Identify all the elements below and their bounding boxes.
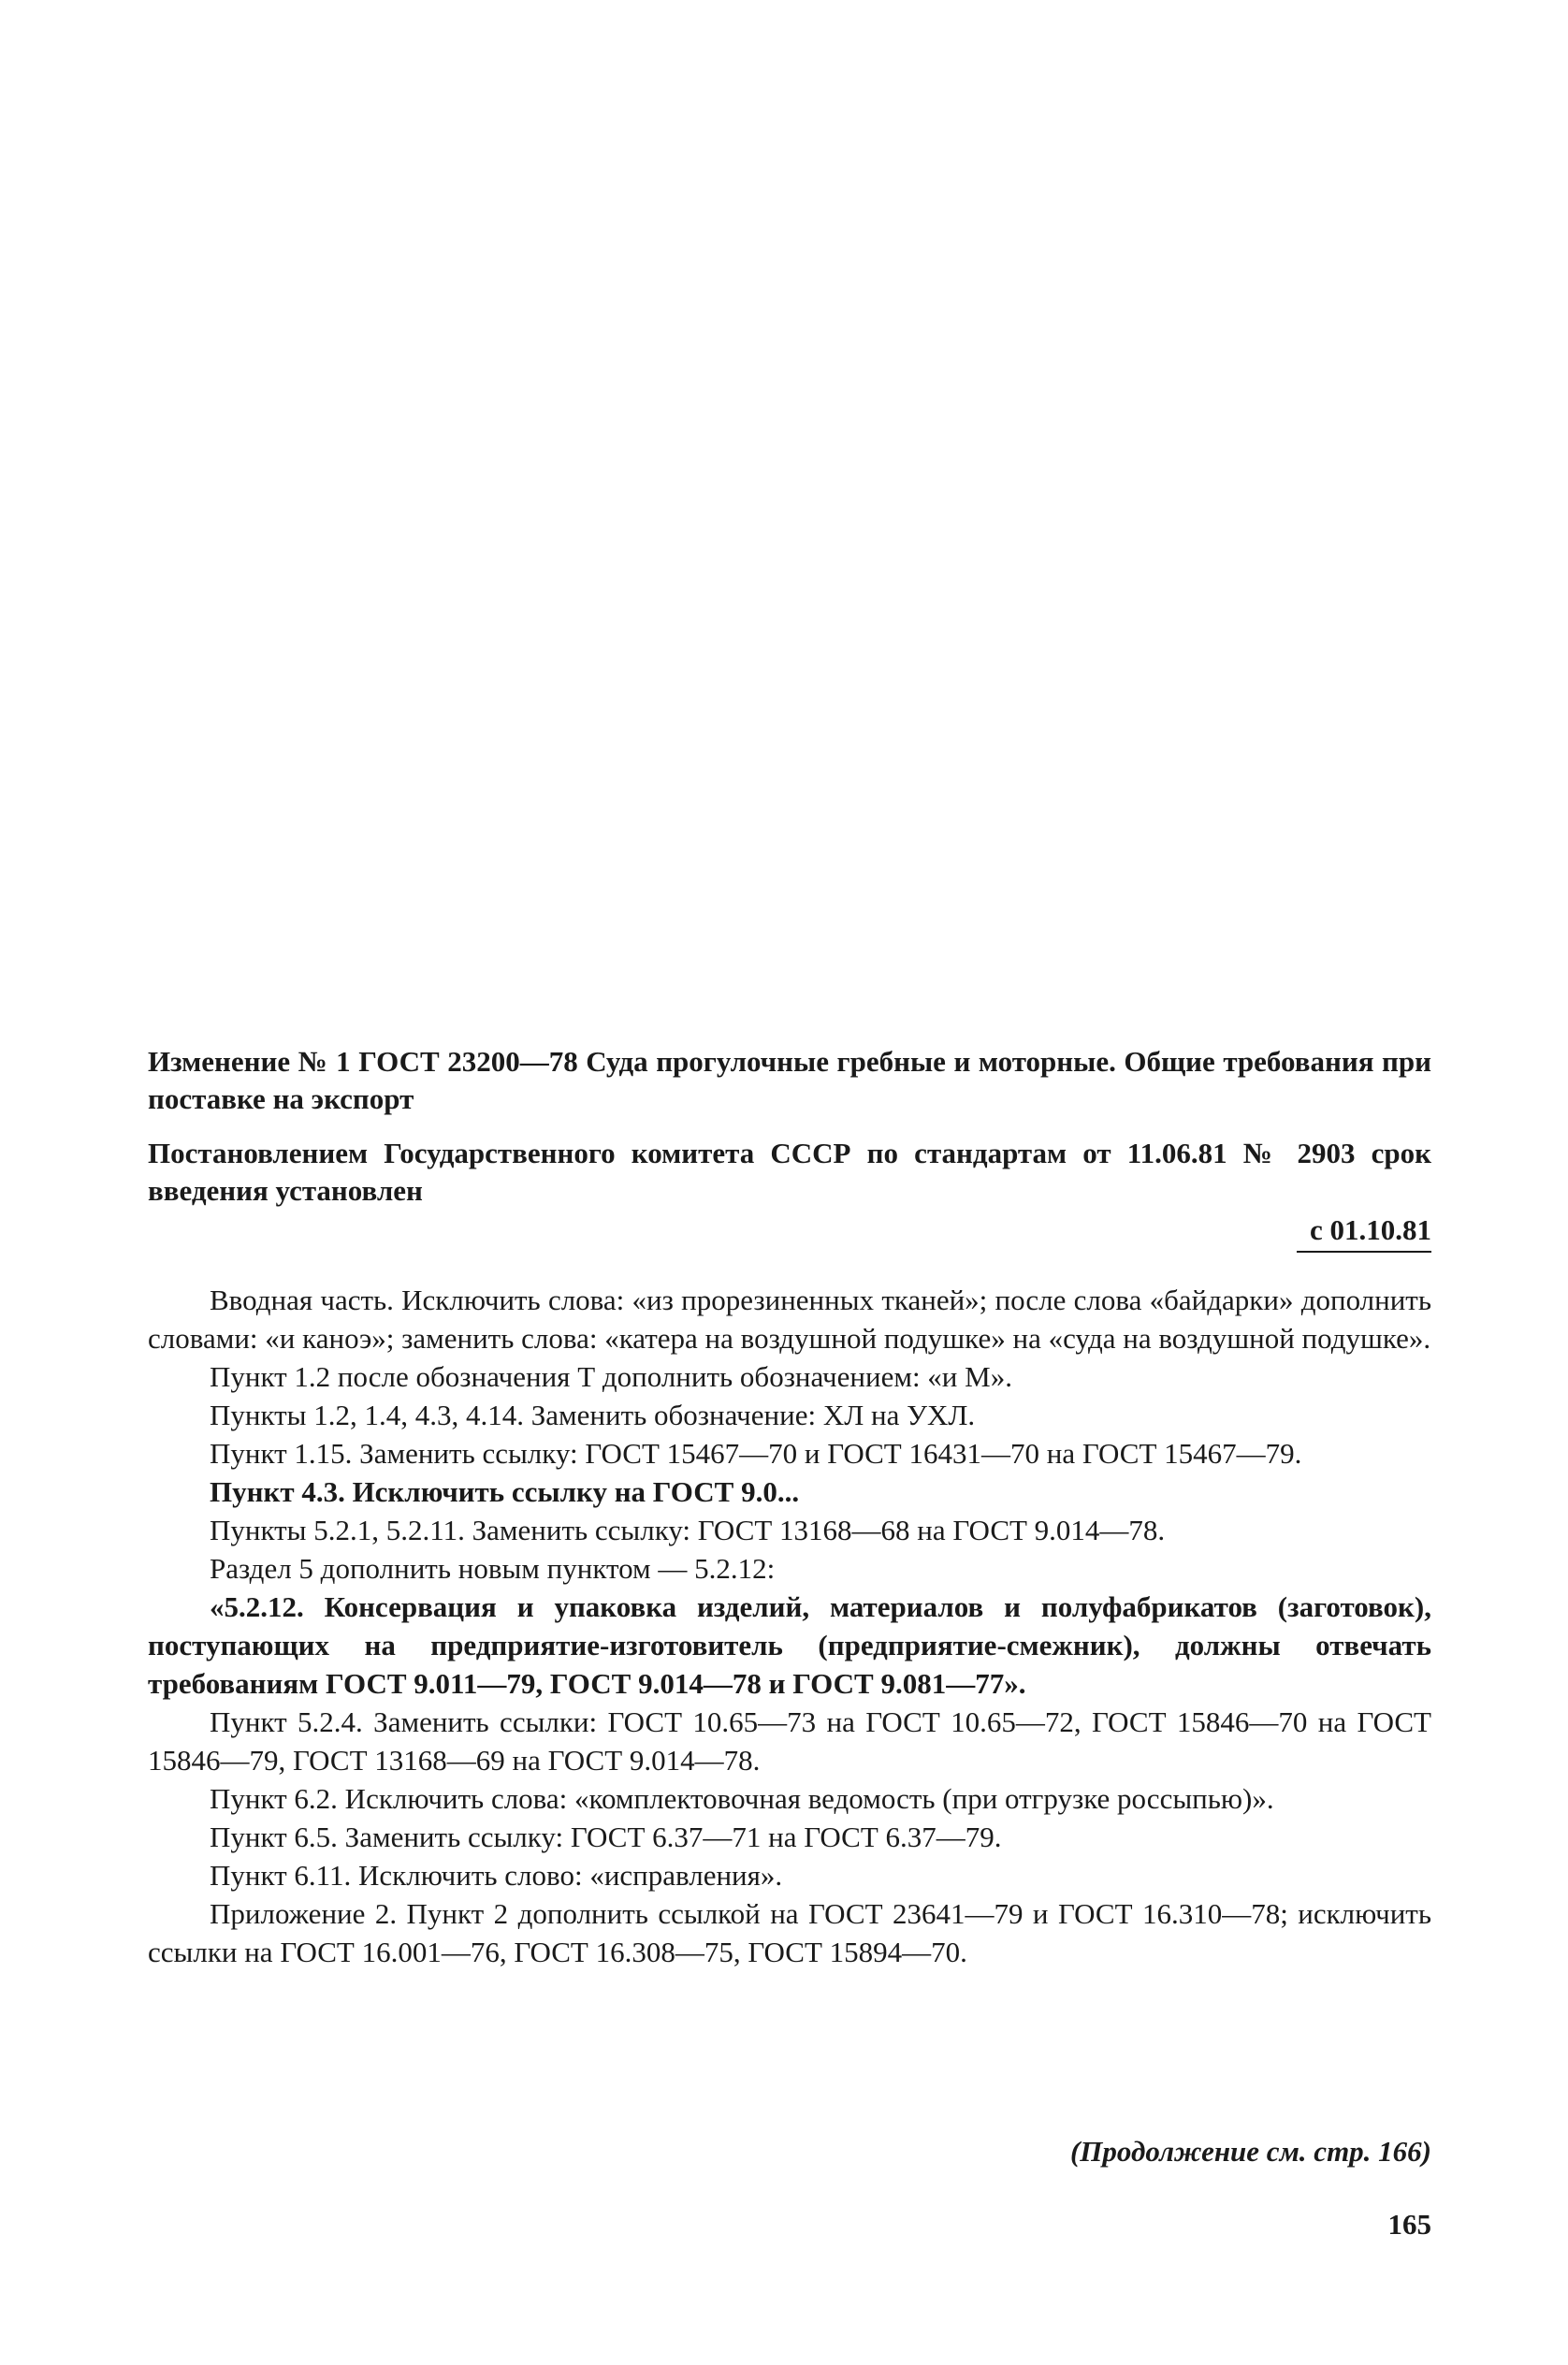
paragraph-item-6-11: Пункт 6.11. Исключить слово: «исправления». [210,1859,783,1892]
paragraph-appendix-2: Приложение 2. Пункт 2 дополнить ссылкой на ГОСТ 23641—79 и ГОСТ 16.310—78; исключить ссылки на ГОСТ 16.001—76, ГОСТ 16.308—75, ГОСТ 15894—70. [148,1897,1431,1968]
amendment-body [148,1281,1431,1971]
paragraph-items-5-2: Пункты 5.2.1, 5.2.11. Заменить ссылку: ГОСТ 13168—68 на ГОСТ 9.014—78. [210,1514,1166,1546]
document-page [148,1043,1431,1971]
paragraph-intro: Вводная часть. Исключить слова: «из прорезиненных тканей»; после слова «байдарки» дополнить словами: «и каноэ»; заменить слова: «катера на воздушной подушке» на «суда на воздушной подушке». [148,1284,1431,1355]
decree-statement: Постановлением Государственного комитета СССР по стандартам от 11.06.81 № 2903 срок введения установлен [148,1137,1431,1207]
paragraph-item-6-5: Пункт 6.5. Заменить ссылку: ГОСТ 6.37—71 на ГОСТ 6.37—79. [210,1821,1002,1853]
page-number: 165 [1387,2208,1431,2241]
paragraph-new-item-5-2-12: «5.2.12. Консервация и упаковка изделий, материалов и полуфабрикатов (заготовок), поступающих на предприятие-изготовитель (предприятие-смежник), должны отвечать требованиям ГОСТ 9.011—79, ГОСТ 9.014—78 и ГОСТ 9.081—77». [148,1590,1431,1700]
document-title: Изменение № 1 ГОСТ 23200—78 Суда прогулочные гребные и моторные. Общие требования при поставке на экспорт [148,1045,1431,1115]
continuation-note: (Продолжение см. стр. 166) [1069,2135,1431,2168]
paragraph-item-1-15: Пункт 1.15. Заменить ссылку: ГОСТ 15467—70 и ГОСТ 16431—70 на ГОСТ 15467—79. [210,1437,1302,1470]
paragraph-item-4-3: Пункт 4.3. Исключить ссылку на ГОСТ 9.0... [210,1475,800,1508]
paragraph-section-5: Раздел 5 дополнить новым пунктом — 5.2.12: [210,1552,776,1585]
paragraph-item-1-2: Пункт 1.2 после обозначения Т дополнить обозначением: «и М». [210,1360,1012,1393]
paragraph-item-5-2-4: Пункт 5.2.4. Заменить ссылки: ГОСТ 10.65—73 на ГОСТ 10.65—72, ГОСТ 15846—70 на ГОСТ 15846—79, ГОСТ 13168—69 на ГОСТ 9.014—78. [148,1705,1431,1777]
effective-date-line [148,1212,1431,1253]
effective-date: с 01.10.81 [1297,1212,1431,1253]
paragraph-items-climate: Пункты 1.2, 1.4, 4.3, 4.14. Заменить обозначение: ХЛ на УХЛ. [210,1399,976,1431]
paragraph-item-6-2: Пункт 6.2. Исключить слова: «комплектовочная ведомость (при отгрузке россыпью)». [210,1782,1274,1815]
